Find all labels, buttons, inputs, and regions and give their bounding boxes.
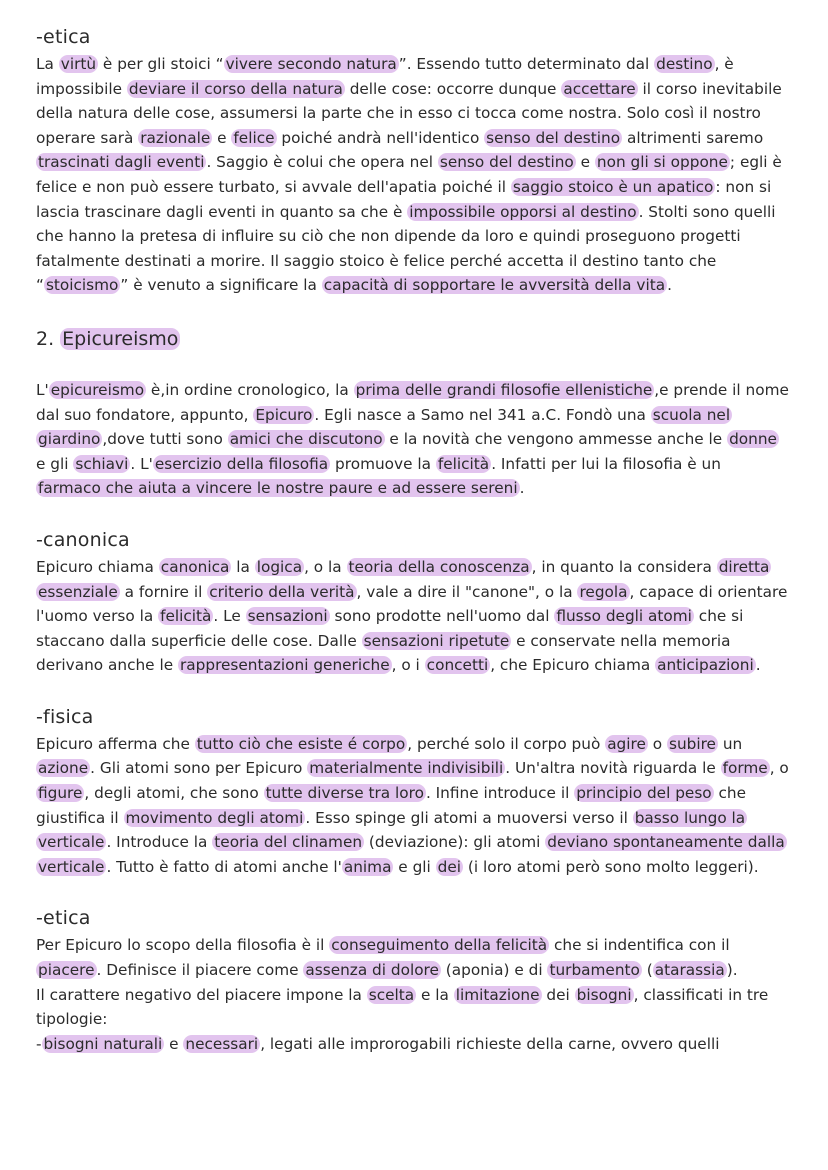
highlighted-term: conseguimento della felicità [331, 936, 548, 955]
highlighted-term: necessari [185, 1034, 259, 1053]
highlighted-term: impossibile opporsi al destino [409, 202, 637, 221]
highlighted-term: piacere [38, 961, 95, 980]
highlighted-term: felicità [160, 607, 212, 626]
highlighted-term: virtù [60, 55, 97, 73]
highlighted-term: felicità [437, 454, 490, 473]
paragraph: Per Epicuro lo scopo della filosofia è il conseguimento della felicità che si indentifica con il piacere . Definisce il piacere come assenza di dolore (aponia) e di turbamento ( atarassia ). Il carattere negativo del piacere impone la scelta e la limitazione dei bisogni , classificati in tre tipologie: - bisogni naturali e necessari , legati alle improrogabili richieste della carne, ovvero quelli [36, 936, 769, 1053]
highlighted-term: rappresentazioni generiche [179, 656, 390, 675]
highlighted-term: Epicuro [255, 405, 313, 424]
highlighted-term: regola [579, 582, 628, 601]
highlighted-term: saggio stoico è un apatico [512, 177, 714, 196]
highlighted-term: vivere secondo natura [225, 55, 397, 73]
highlighted-term: razionale [140, 128, 211, 147]
highlighted-term: sensazioni [247, 607, 328, 626]
section-heading: -etica [36, 26, 91, 48]
highlighted-term: atarassia [654, 961, 725, 980]
highlighted-term: principio del peso [576, 784, 712, 803]
highlighted-term: bisogni [576, 985, 632, 1004]
highlighted-term: tutto ciò che esiste é corpo [196, 734, 406, 753]
highlighted-term: turbamento [549, 961, 640, 980]
highlighted-term: assenza di dolore [305, 961, 439, 980]
highlighted-term: prima delle grandi filosofie ellenistiche [355, 380, 653, 399]
paragraph: Epicuro afferma che tutto ciò che esiste é corpo , perché solo il corpo può agire o subire un azione . Gli atomi sono per Epicuro materialmente indivisibili . Un'altra novità riguarda le forme , o figure , degli atomi, che sono tutte diverse tra loro . Infine introduce il principio del peso che giustifica il movimento degli atomi . Esso spinge gli atomi a muoversi verso il basso lungo la verticale . Introduce la teoria del clinamen (deviazione): gli atomi deviano spontaneamente dalla verticale . Tutto è fatto di atomi anche l' anima e gli dei (i loro atomi però sono molto leggeri). [36, 734, 789, 876]
paragraph: Epicuro chiama canonica la logica , o la teoria della conoscenza , in quanto la considera diretta essenziale a fornire il criterio della verità , vale a dire il "canone", o la regola , capace di orientare l'uomo verso la felicità . Le sensazioni sono prodotte nell'uomo dal flusso degli atomi che si staccano dalla superficie delle cose. Dalle sensazioni ripetute e conservate nella memoria derivano anche le rappresentazioni generiche , o i concetti , che Epicuro chiama anticipazioni . [36, 557, 788, 675]
highlighted-term: azione [38, 759, 89, 778]
section-heading: -canonica [36, 528, 130, 551]
paragraph: L' epicureismo è,in ordine cronologico, la prima delle grandi filosofie ellenistiche ,e prende il nome dal suo fondatore, appunto, Epicuro . Egli nasce a Samo nel 341 a.C. Fondò una scuola nel giardino ,dove tutti sono amici che discutono e la novità che vengono ammesse anche le donne e gli schiavi . L' esercizio della filosofia promuove la felicità . Infatti per lui la filosofia è un farmaco che aiuta a vincere le nostre paure e ad essere sereni . [36, 380, 789, 498]
highlighted-term: limitazione [455, 985, 540, 1004]
highlighted-term: trascinati dagli eventi [38, 153, 205, 172]
highlighted-term: Epicureismo [62, 327, 179, 350]
highlighted-term: farmaco che aiuta a vincere le nostre paure e ad essere sereni [38, 479, 518, 498]
highlighted-term: subire [668, 734, 716, 753]
section-heading: -etica [36, 907, 91, 930]
highlighted-term: criterio della verità [209, 582, 355, 601]
highlighted-term: diretta essenziale [38, 557, 770, 601]
highlighted-term: schiavi [75, 454, 129, 473]
highlighted-term: amici che discutono [229, 430, 383, 449]
highlighted-term: movimento degli atomi [125, 808, 304, 827]
highlighted-term: basso lungo la verticale [38, 808, 746, 852]
highlighted-term: felice [233, 128, 275, 147]
highlighted-term: concetti [426, 656, 489, 675]
chapter-title: 2. Epicureismo [36, 327, 179, 350]
spacer [36, 678, 790, 704]
highlighted-term: non gli si oppone [596, 153, 728, 172]
highlighted-term: senso del destino [439, 153, 574, 172]
highlighted-term: deviano spontaneamente dalla verticale [38, 833, 785, 876]
highlighted-term: deviare il corso della natura [128, 79, 343, 98]
highlighted-term: bisogni naturali [43, 1034, 163, 1053]
highlighted-term: materialmente indivisibili [309, 759, 504, 778]
highlighted-term: dei [437, 857, 462, 876]
highlighted-term: esercizio della filosofia [154, 454, 329, 473]
highlighted-term: accettare [563, 79, 636, 98]
highlighted-term: forme [722, 759, 768, 778]
spacer [36, 879, 790, 905]
highlighted-term: teoria della conoscenza [348, 557, 530, 576]
highlighted-term: stoicismo [45, 276, 119, 295]
highlighted-term: figure [38, 784, 83, 803]
paragraph: La virtù è per gli stoici “ vivere secondo natura ”. Essendo tutto determinato dal destino , è impossibile deviare il corso della natura delle cose: occorre dunque accettare il corso inevitabile della natura delle cose, assumersi la parte che in esso ci tocca come nostra. Solo così il nostro operare sarà razionale e felice poiché andrà nell'identico senso del destino altrimenti saremo trascinati dagli eventi . Saggio è colui che opera nel senso del destino e non gli si oppone ; egli è felice e non può essere turbato, si avvale dell'apatia poiché il saggio stoico è un apatico : non si lascia trascinare dagli eventi in quanto sa che è impossibile opporsi al destino . Stolti sono quelli che hanno la pretesa di influire su ciò che non dipende da loro e quindi proseguono progetti fatalmente destinati a morire. Il saggio stoico è felice perché accetta il destino tanto che “ stoicismo ” è venuto a significare la capacità di sopportare le avversità della vita . [36, 55, 782, 295]
highlighted-term: canonica [160, 557, 230, 576]
section-heading: -fisica [36, 705, 94, 728]
highlighted-term: teoria del clinamen [214, 833, 363, 852]
highlighted-term: senso del destino [486, 128, 621, 147]
highlighted-term: anticipazioni [657, 656, 754, 675]
highlighted-term: sensazioni ripetute [363, 631, 510, 650]
highlighted-term: epicureismo [50, 380, 145, 399]
highlighted-term: scelta [368, 985, 415, 1004]
highlighted-term: tutte diverse tra loro [265, 784, 424, 803]
highlighted-term: flusso degli atomi [556, 607, 692, 626]
spacer [36, 501, 790, 527]
highlighted-term: anima [343, 857, 392, 876]
highlighted-term: destino [656, 55, 713, 73]
highlighted-term: agire [607, 734, 646, 753]
highlighted-term: capacità di sopportare le avversità della vita [323, 276, 666, 295]
highlighted-term: logica [256, 557, 303, 576]
highlighted-term: donne [729, 430, 777, 449]
highlighted-term: scuola nel giardino [38, 405, 731, 449]
